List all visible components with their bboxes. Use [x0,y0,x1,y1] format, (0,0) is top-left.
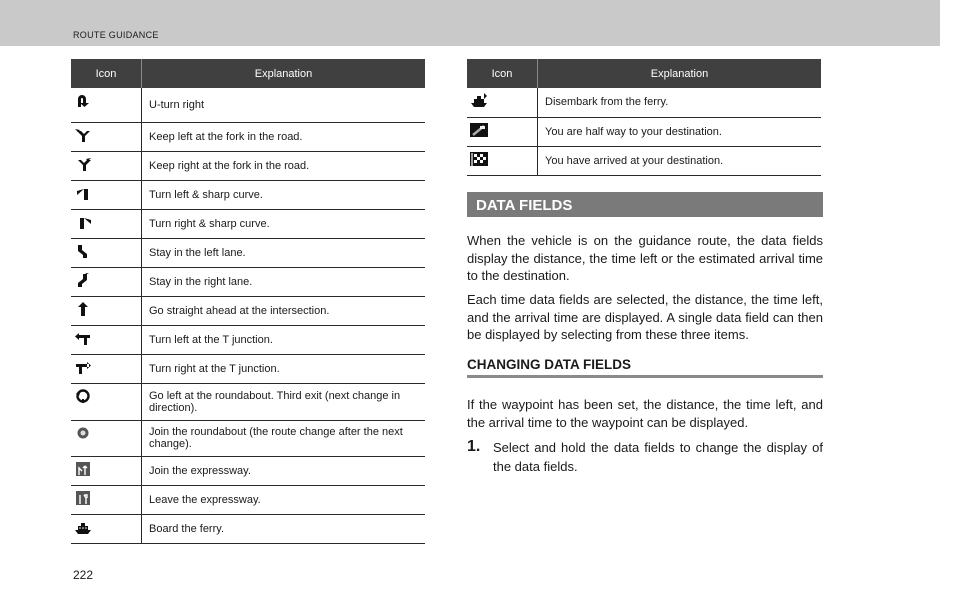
table-row [71,296,425,325]
page-number: 222 [73,568,94,582]
explanation-cell: Keep left at the fork in the road. [142,122,426,151]
step-1 [467,438,823,476]
icon-table-left [71,59,425,544]
checkered-flag-icon [470,152,488,166]
explanation-cell: Turn left & sharp curve. [142,180,426,209]
explanation-cell: Join the expressway. [142,456,426,485]
explanation-column-header: Explanation [142,59,426,88]
icon-cell [71,238,142,267]
table-header-row [71,59,425,88]
expressway-leave-icon [74,491,92,505]
table-row [71,514,425,543]
icon-cell [467,117,538,146]
explanation-cell: Go straight ahead at the intersection. [142,296,426,325]
data-fields-paragraph-2: Each time data fields are selected, the distance, the time left, and the arrival time are displayed. A single data field can then be displayed by selecting from these three items. [467,292,823,342]
t-junction-left-icon [74,331,92,345]
icon-cell [71,514,142,543]
ferry-disembark-icon [470,93,488,107]
explanation-cell: Keep right at the fork in the road. [142,151,426,180]
data-fields-paragraph-1: When the vehicle is on the guidance route, the data fields display the distance, the time left or the estimated arrival time to the destination. [467,233,823,283]
fork-keep-right-icon [74,157,92,171]
u-turn-right-icon [74,93,92,107]
table-row [71,88,425,122]
explanation-cell: You have arrived at your destination. [538,146,822,175]
icon-cell [71,325,142,354]
explanation-cell: Stay in the right lane. [142,267,426,296]
icon-cell [71,209,142,238]
t-junction-right-icon [74,360,92,374]
table-row [71,420,425,456]
table-row [71,267,425,296]
icon-cell [71,485,142,514]
icon-table-right [467,59,821,176]
table-row [71,456,425,485]
explanation-cell: Disembark from the ferry. [538,88,822,117]
table-row [71,209,425,238]
icon-cell [71,383,142,420]
table-row [71,485,425,514]
icon-cell [467,146,538,175]
roundabout-left-icon [74,389,92,403]
step-text: Select and hold the data fields to change the display of the data fields. [493,440,823,474]
table-row [71,354,425,383]
expressway-join-icon [74,462,92,476]
table-row [467,88,821,117]
table-row [467,146,821,175]
data-fields-heading: DATA FIELDS [467,192,823,217]
right-lane-icon [74,273,92,287]
step-number: 1. [467,438,481,455]
icon-cell [71,88,142,122]
fork-keep-left-icon [74,128,92,142]
icon-cell [71,354,142,383]
icon-column-header: Icon [71,59,142,88]
changing-data-fields-subheading: CHANGING DATA FIELDS [467,357,823,378]
explanation-cell: Turn right at the T junction. [142,354,426,383]
halfway-flag-icon [470,123,488,137]
icon-cell [467,88,538,117]
left-lane-icon [74,244,92,258]
icon-column-header: Icon [467,59,538,88]
table-row [71,325,425,354]
icon-cell [71,151,142,180]
explanation-cell: Board the ferry. [142,514,426,543]
explanation-cell: You are half way to your destination. [538,117,822,146]
icon-cell [71,420,142,456]
explanation-cell: Stay in the left lane. [142,238,426,267]
section-label: ROUTE GUIDANCE [73,30,159,40]
explanation-cell: Join the roundabout (the route change after the next change). [142,420,426,456]
icon-cell [71,122,142,151]
explanation-cell: U-turn right [142,88,426,122]
table-row [71,180,425,209]
table-row [71,238,425,267]
icon-cell [71,296,142,325]
table-row [467,117,821,146]
table-row [71,122,425,151]
sharp-right-icon [74,215,92,229]
table-row [71,383,425,420]
waypoint-paragraph: If the waypoint has been set, the distance, the time left, and the arrival time to the waypoint can be displayed. [467,397,823,430]
explanation-column-header: Explanation [538,59,822,88]
sharp-left-icon [74,186,92,200]
explanation-cell: Turn left at the T junction. [142,325,426,354]
explanation-cell: Leave the expressway. [142,485,426,514]
explanation-cell: Turn right & sharp curve. [142,209,426,238]
table-row [71,151,425,180]
icon-cell [71,180,142,209]
roundabout-join-icon [74,426,92,440]
icon-cell [71,267,142,296]
table-header-row [467,59,821,88]
ferry-board-icon [74,520,92,534]
straight-ahead-icon [74,302,92,316]
explanation-cell: Go left at the roundabout. Third exit (next change in direction). [142,383,426,420]
icon-cell [71,456,142,485]
